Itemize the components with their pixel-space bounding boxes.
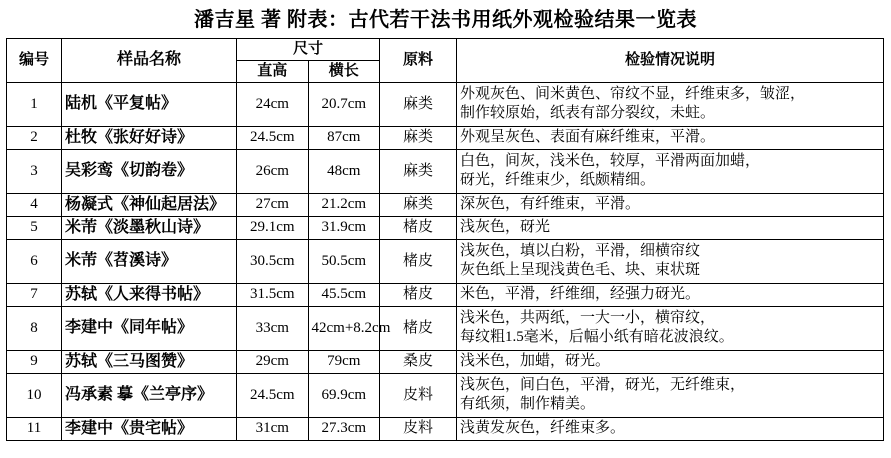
desc-line: 浅黄发灰色，纤维束多。 bbox=[460, 420, 626, 437]
cell-height: 24cm bbox=[237, 82, 309, 126]
desc-line: 浅米色，共两纸，一大一小，横帘纹， bbox=[460, 310, 716, 327]
cell-width: 27.3cm bbox=[308, 417, 380, 440]
cell-height: 31cm bbox=[237, 417, 309, 440]
cell-width: 48cm bbox=[308, 149, 380, 193]
desc-line: 浅米色，加蜡，砑光。 bbox=[460, 353, 611, 370]
table-row bbox=[7, 82, 884, 126]
cell-no: 1 bbox=[7, 82, 62, 126]
cell-desc bbox=[457, 149, 884, 193]
cell-height: 24.5cm bbox=[237, 373, 309, 417]
cell-height: 29cm bbox=[237, 350, 309, 373]
desc-line: 外观灰色、间米黄色、帘纹不显，纤维束多，皱涩， bbox=[460, 86, 806, 103]
table-row bbox=[7, 373, 884, 417]
cell-name: 杜牧《张好好诗》 bbox=[62, 126, 237, 149]
column-header-height: 直高 bbox=[237, 60, 309, 82]
table-header-row-1 bbox=[7, 39, 884, 61]
desc-line: 外观呈灰色、表面有麻纤维束，平滑。 bbox=[460, 129, 716, 146]
desc-line: 制作较原始，纸表有部分裂纹，未蛀。 bbox=[460, 105, 716, 121]
cell-desc bbox=[457, 373, 884, 417]
cell-width: 20.7cm bbox=[308, 82, 380, 126]
cell-name: 苏轼《三马图赞》 bbox=[62, 350, 237, 373]
cell-material: 麻类 bbox=[380, 193, 457, 216]
cell-material: 麻类 bbox=[380, 82, 457, 126]
desc-line: 每纹粗1.5毫米，后幅小纸有暗花波浪纹。 bbox=[460, 329, 734, 345]
table-row bbox=[7, 350, 884, 373]
cell-height: 33cm bbox=[237, 306, 309, 350]
column-header-desc: 检验情况说明 bbox=[457, 39, 884, 83]
cell-name: 李建中《贵宅帖》 bbox=[62, 417, 237, 440]
cell-desc bbox=[457, 283, 884, 306]
cell-height: 31.5cm bbox=[237, 283, 309, 306]
cell-no: 6 bbox=[7, 239, 62, 283]
cell-no: 8 bbox=[7, 306, 62, 350]
desc-line: 深灰色，有纤维束，平滑。 bbox=[460, 196, 641, 213]
table-row bbox=[7, 417, 884, 440]
cell-desc bbox=[457, 417, 884, 440]
column-header-name: 样品名称 bbox=[62, 39, 237, 83]
cell-width: 45.5cm bbox=[308, 283, 380, 306]
desc-line: 灰色纸上呈现浅黄色毛、块、束状斑 bbox=[460, 262, 701, 278]
desc-line: 浅灰色，砑光 bbox=[460, 219, 551, 236]
cell-no: 10 bbox=[7, 373, 62, 417]
desc-line: 浅灰色，填以白粉，平滑，细横帘纹 bbox=[460, 243, 701, 260]
cell-desc bbox=[457, 350, 884, 373]
table-row bbox=[7, 306, 884, 350]
cell-height: 27cm bbox=[237, 193, 309, 216]
cell-no: 5 bbox=[7, 216, 62, 239]
cell-desc bbox=[457, 126, 884, 149]
cell-height: 24.5cm bbox=[237, 126, 309, 149]
cell-width: 79cm bbox=[308, 350, 380, 373]
cell-name: 米芾《苕溪诗》 bbox=[62, 239, 237, 283]
cell-material: 皮料 bbox=[380, 417, 457, 440]
desc-line: 米色，平滑，纤维细，经强力砑光。 bbox=[460, 286, 701, 303]
table-row bbox=[7, 149, 884, 193]
cell-material: 皮料 bbox=[380, 373, 457, 417]
desc-line: 砑光，纤维束少，纸颇精细。 bbox=[460, 172, 656, 188]
table-header bbox=[7, 39, 884, 83]
cell-width: 50.5cm bbox=[308, 239, 380, 283]
table-row bbox=[7, 283, 884, 306]
desc-line: 白色，间灰，浅米色，较厚，平滑两面加蜡， bbox=[460, 153, 761, 170]
table-row bbox=[7, 239, 884, 283]
cell-width: 21.2cm bbox=[308, 193, 380, 216]
cell-material: 麻类 bbox=[380, 126, 457, 149]
cell-desc bbox=[457, 82, 884, 126]
cell-no: 9 bbox=[7, 350, 62, 373]
cell-no: 4 bbox=[7, 193, 62, 216]
cell-no: 2 bbox=[7, 126, 62, 149]
table-row bbox=[7, 193, 884, 216]
column-header-width: 横长 bbox=[308, 60, 380, 82]
cell-name: 杨凝式《神仙起居法》 bbox=[62, 193, 237, 216]
cell-width: 69.9cm bbox=[308, 373, 380, 417]
cell-width: 87cm bbox=[308, 126, 380, 149]
cell-desc bbox=[457, 216, 884, 239]
cell-name: 陆机《平复帖》 bbox=[62, 82, 237, 126]
cell-desc bbox=[457, 306, 884, 350]
column-header-size: 尺寸 bbox=[237, 39, 380, 61]
cell-width: 42cm+8.2cm bbox=[308, 306, 380, 350]
paper-inspection-table bbox=[6, 38, 884, 441]
cell-no: 3 bbox=[7, 149, 62, 193]
cell-no: 7 bbox=[7, 283, 62, 306]
cell-name: 米芾《淡墨秋山诗》 bbox=[62, 216, 237, 239]
cell-name: 李建中《同年帖》 bbox=[62, 306, 237, 350]
cell-no: 11 bbox=[7, 417, 62, 440]
cell-height: 30.5cm bbox=[237, 239, 309, 283]
cell-name: 苏轼《人来得书帖》 bbox=[62, 283, 237, 306]
desc-line: 浅灰色，间白色，平滑，砑光，无纤维束， bbox=[460, 377, 746, 394]
page-title: 潘吉星 著 附表：古代若干法书用纸外观检验结果一览表 bbox=[194, 9, 697, 31]
cell-material: 楮皮 bbox=[380, 239, 457, 283]
cell-material: 楮皮 bbox=[380, 283, 457, 306]
cell-height: 29.1cm bbox=[237, 216, 309, 239]
cell-material: 楮皮 bbox=[380, 306, 457, 350]
cell-name: 冯承素 摹《兰亭序》 bbox=[62, 373, 237, 417]
table-row bbox=[7, 216, 884, 239]
table-body bbox=[7, 82, 884, 440]
cell-material: 桑皮 bbox=[380, 350, 457, 373]
cell-desc bbox=[457, 239, 884, 283]
cell-width: 31.9cm bbox=[308, 216, 380, 239]
column-header-no: 编号 bbox=[7, 39, 62, 83]
column-header-material: 原料 bbox=[380, 39, 457, 83]
cell-material: 麻类 bbox=[380, 149, 457, 193]
cell-desc bbox=[457, 193, 884, 216]
cell-height: 26cm bbox=[237, 149, 309, 193]
cell-name: 吴彩鸾《切韵卷》 bbox=[62, 149, 237, 193]
desc-line: 有纸须，制作精美。 bbox=[460, 396, 596, 412]
cell-material: 楮皮 bbox=[380, 216, 457, 239]
table-row bbox=[7, 126, 884, 149]
